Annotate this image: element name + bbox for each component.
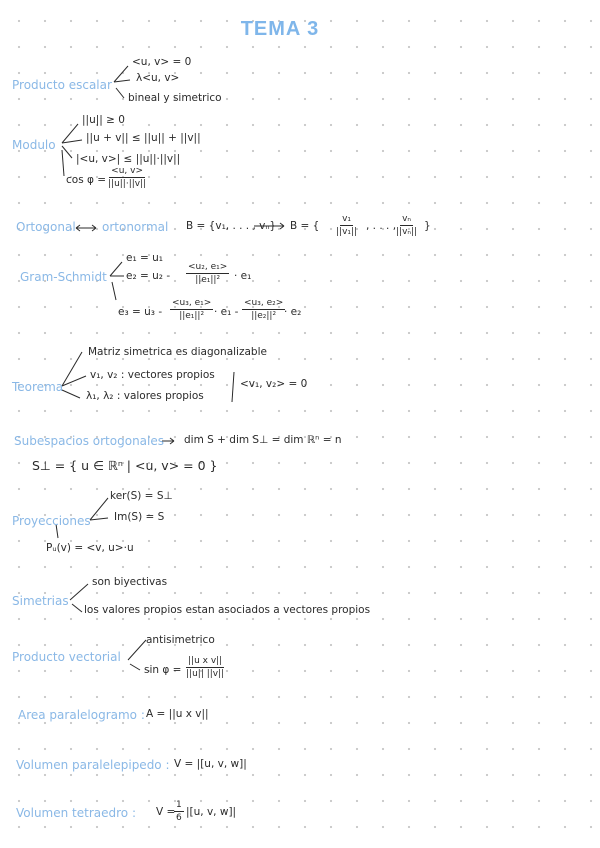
teorema-item-1: Matriz simetrica es diagonalizable [88,346,267,358]
producto-vectorial-sin-num: ||u x v|| [188,656,223,666]
gram-e3-den-2: ||e₂||² [251,311,277,321]
page-title: TEMA 3 [240,18,320,40]
producto-escalar-item-2: λ<u, v> [136,72,180,84]
proyecciones-formula: Pᵤ(v) = <v, u>·u [46,542,134,554]
volumen-paralelepipedo-heading: Volumen paralelepipedo : [16,758,170,772]
volumen-tetraedro-formula: |[u, v, w]| [186,806,237,818]
ortonormal-fraction-1 [336,214,357,237]
ortonormal-heading: ortonormal [102,220,169,234]
proyecciones-item-1: ker(S) = S⊥ [110,490,173,502]
gram-e3-lhs: e₃ = u₃ - [118,306,163,318]
ortonormal-f1-den: ||v₁|| [336,227,358,237]
volumen-tetraedro-lhs: V = [156,806,176,818]
ortogonal-heading: Ortogonal [16,220,76,234]
producto-escalar-item-1: <u, v> = 0 [132,56,192,68]
modulo-cos-fraction [108,166,146,189]
area-formula: A = ||u x v|| [146,708,209,720]
ortonormal-dots: , . . . , [366,220,397,232]
producto-vectorial-sin-den: ||u|| ||v|| [186,669,225,679]
gram-e3-fraction-1 [170,298,213,321]
ortonormal-f2-num: vₙ [402,214,411,224]
proyecciones-heading: Proyecciones [12,514,91,528]
proyecciones-item-2: Im(S) = S [114,511,165,523]
gram-e2-lhs: e₂ = u₂ - [126,270,171,282]
producto-escalar-item-3: bineal y simetrico [128,92,222,104]
volumen-tetraedro-fraction [174,800,184,823]
gram-e3-tail: · e₂ [284,306,302,318]
gram-e1: e₁ = u₁ [126,252,164,264]
modulo-heading: Modulo [12,138,56,152]
modulo-item-3: |<u, v>| ≤ ||u||·||v|| [76,153,181,165]
area-heading: Area paralelogramo : [18,708,145,722]
simetrias-heading: Simetrias [12,594,69,608]
producto-vectorial-heading: Producto vectorial [12,650,121,664]
gram-e3-den-1: ||e₁||² [179,311,205,321]
modulo-cos-den: ||u||·||v|| [108,179,147,189]
ortonormal-basis-lhs: B = { [290,220,320,232]
subespacios-relation: dim S + dim S⊥ = dim ℝⁿ = n [184,434,342,446]
ortonormal-f1-num: v₁ [342,214,351,224]
volumen-tetraedro-num: 1 [176,800,182,810]
ortonormal-f2-den: ||vₙ|| [396,227,418,237]
teorema-heading: Teorema [12,380,64,394]
modulo-item-2: ||u + v|| ≤ ||u|| + ||v|| [86,132,201,144]
volumen-paralelepipedo-formula: V = |[u, v, w]| [174,758,247,770]
simetrias-item-1: son biyectivas [92,576,168,588]
gram-e3-num-2: <u₃, e₂> [244,298,284,308]
gram-e2-tail: · e₁ [234,270,252,282]
gram-e3-fraction-2 [242,298,285,321]
gram-schmidt-heading: Gram-Schmidt [20,270,107,284]
ortonormal-close: } [424,220,431,232]
subespacios-heading: Subespacios ortogonales [14,434,164,448]
gram-e3-mid: · e₁ - [214,306,239,318]
gram-e3-num-1: <u₃, e₁> [172,298,212,308]
teorema-item-2: v₁, v₂ : vectores propios [90,369,215,381]
producto-escalar-heading: Producto escalar [12,78,112,92]
producto-vectorial-item-1: antisimetrico [146,634,215,646]
gram-e2-fraction [186,262,229,285]
volumen-tetraedro-den: 6 [176,813,182,823]
modulo-item-1: ||u|| ≥ 0 [82,114,125,126]
producto-vectorial-sin-lhs: sin φ = [144,664,182,676]
producto-vectorial-fraction [186,656,224,679]
volumen-tetraedro-heading: Volumen tetraedro : [16,806,136,820]
modulo-cos-lhs: cos φ = [66,174,107,186]
modulo-cos-num: <u, v> [111,166,143,176]
ortogonal-basis: B = {v₁, . . . , vₙ} [186,220,277,232]
simetrias-item-2: los valores propios estan asociados a vectores propios [84,604,371,616]
teorema-result: <v₁, v₂> = 0 [240,378,308,390]
gram-e2-den: ||e₁||² [195,275,221,285]
gram-e2-num: <u₂, e₁> [188,262,228,272]
subespacios-definition: S⊥ = { u ∈ ℝⁿ | <u, v> = 0 } [32,458,218,473]
teorema-item-3: λ₁, λ₂ : valores propios [86,390,204,402]
ortonormal-fraction-2 [396,214,417,237]
